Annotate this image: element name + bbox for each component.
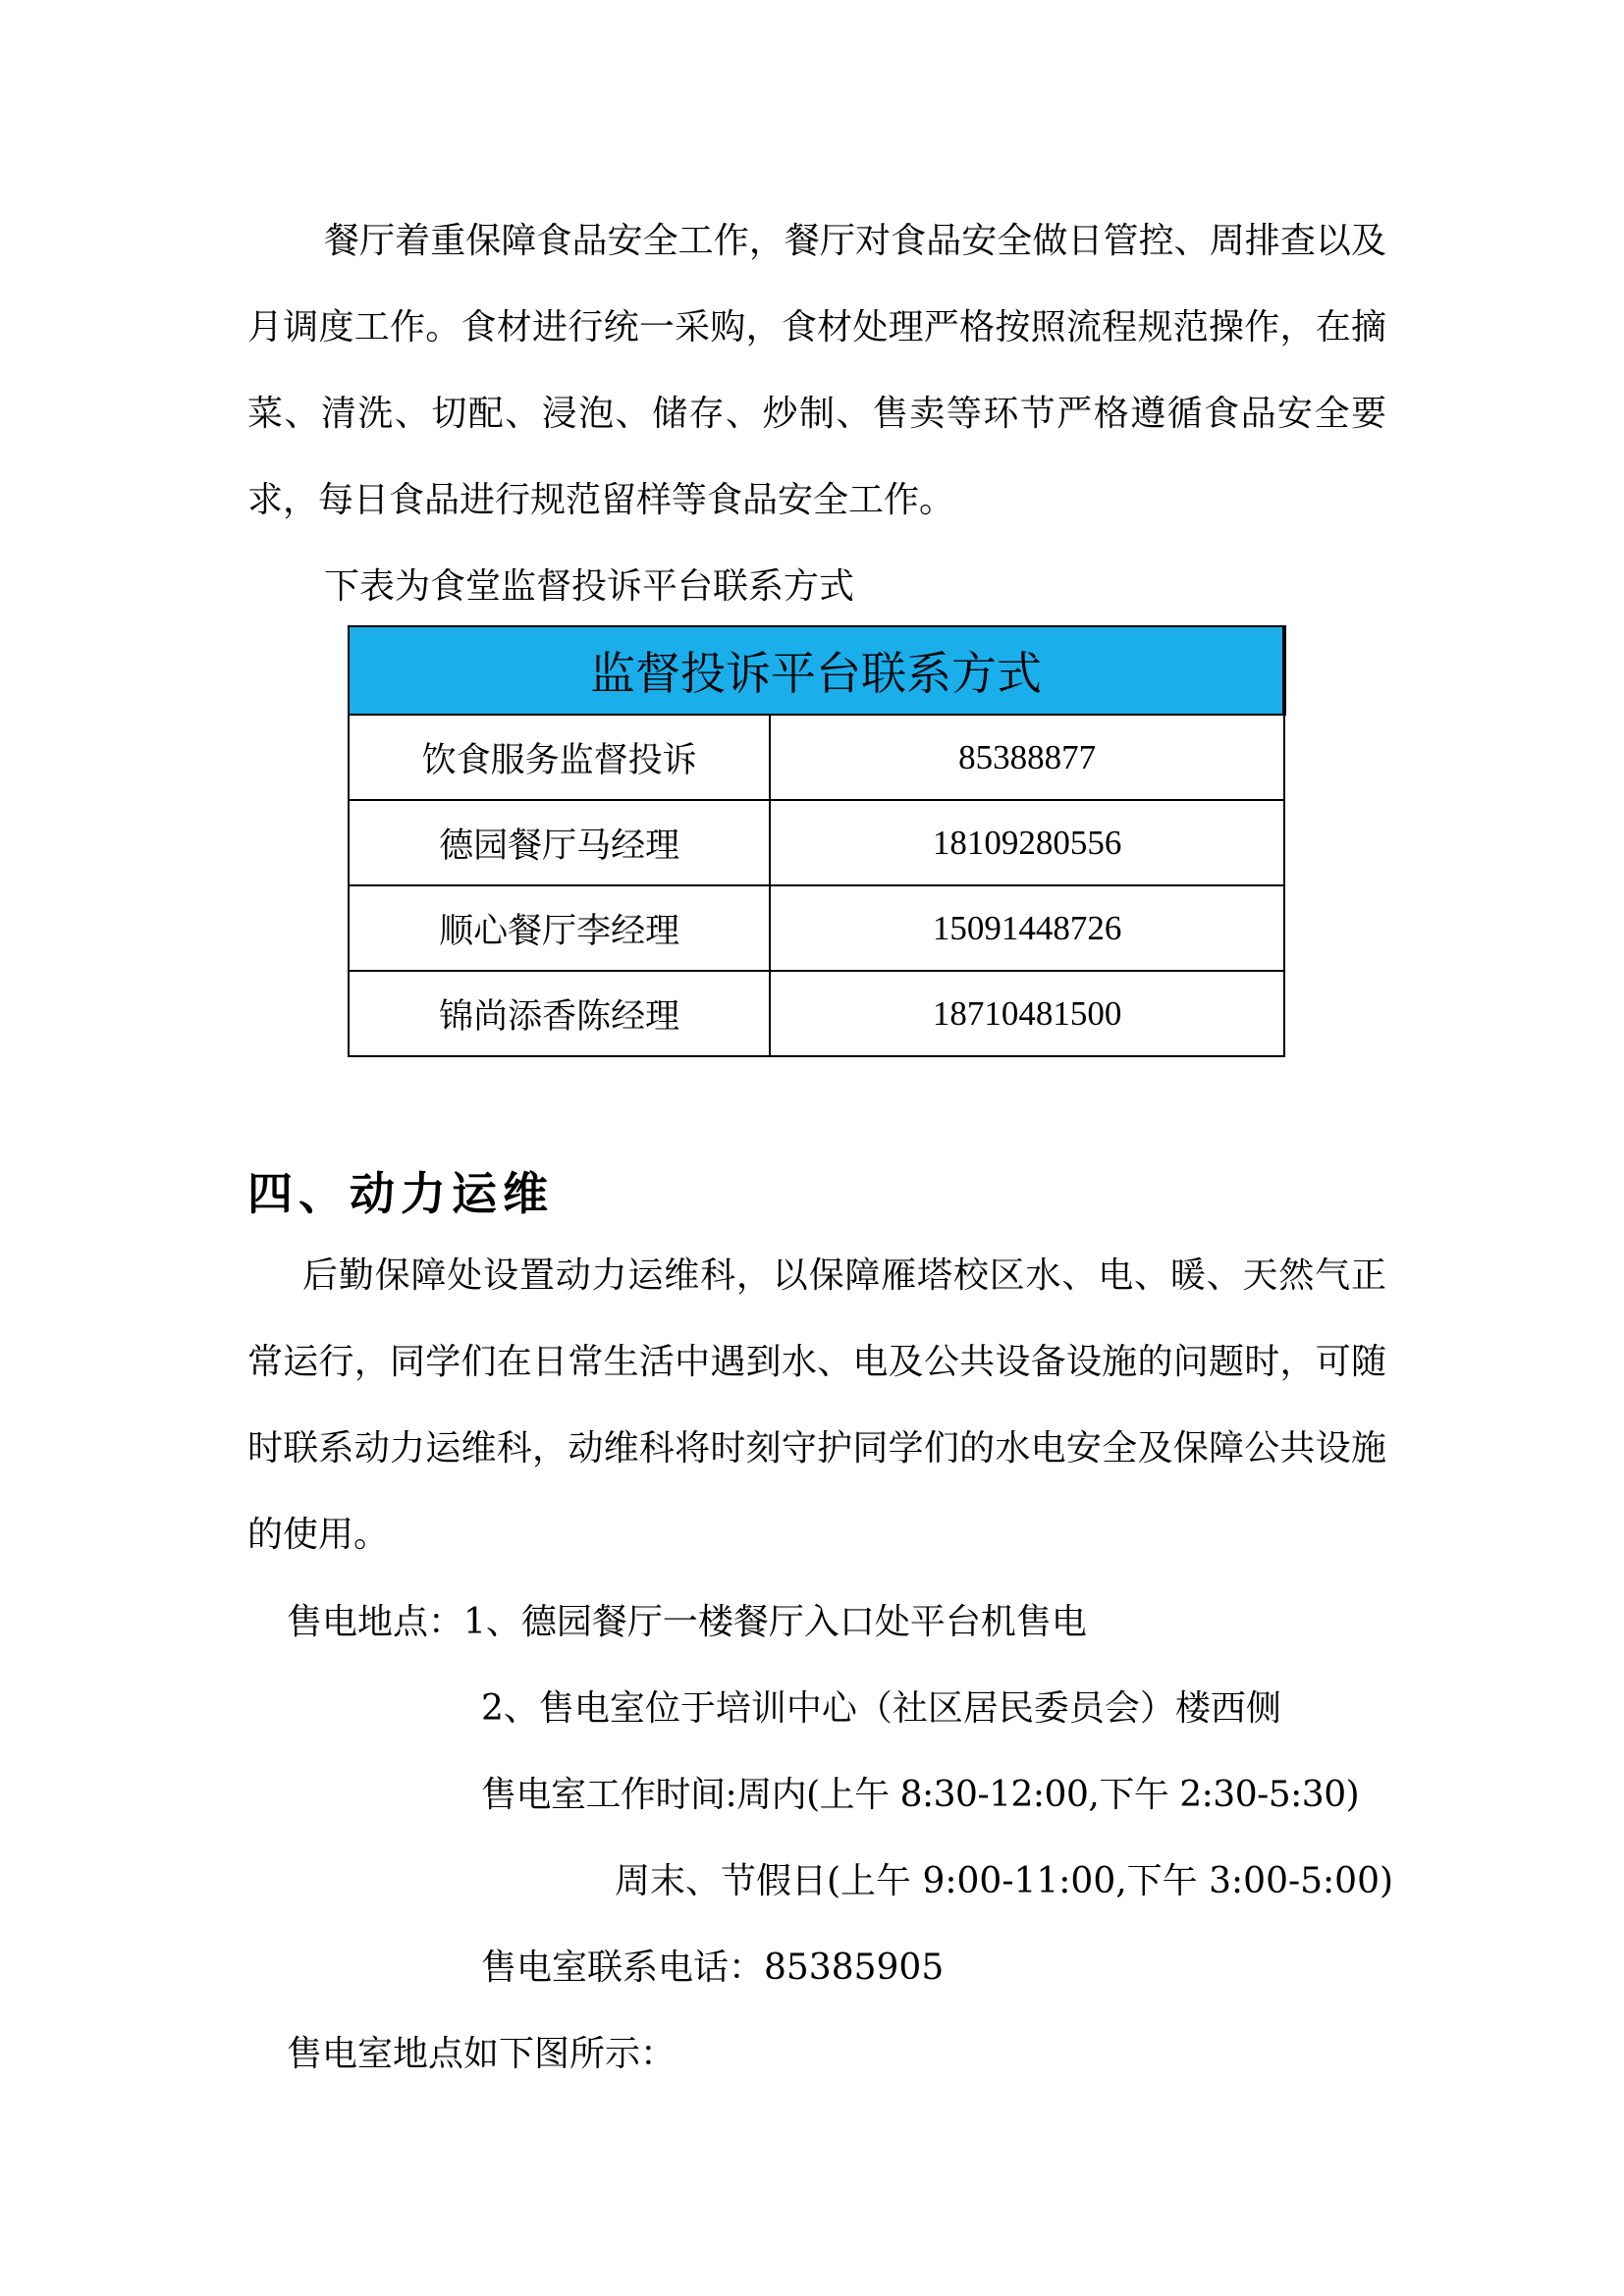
electricity-location-1: 售电地点：1、德园餐厅一楼餐厅入口处平台机售电 xyxy=(287,1602,1087,1642)
table-row xyxy=(349,971,1284,1056)
contact-name: 饮食服务监督投诉 xyxy=(349,715,770,800)
table-row xyxy=(349,885,1284,971)
contact-name: 德园餐厅马经理 xyxy=(349,800,770,885)
contact-phone: 18109280556 xyxy=(770,800,1284,885)
table-row xyxy=(349,800,1284,885)
contact-table xyxy=(348,625,1286,1057)
contact-table-title: 监督投诉平台联系方式 xyxy=(349,626,1284,715)
electricity-location-2: 2、售电室位于培训中心（社区居民委员会）楼西侧 xyxy=(481,1688,1281,1729)
maintenance-paragraph: 后勤保障处设置动力运维科，以保障雁塔校区水、电、暖、天然气正常运行，同学们在日常生活中遇到水、电及公共设备设施的问题时，可随时联系动力运维科，动维科将时刻守护同学们的水电安全及保障公共设施的使用。 xyxy=(247,1255,1386,1555)
contact-name: 顺心餐厅李经理 xyxy=(349,885,770,971)
electricity-hours-weekday: 售电室工作时间:周内(上午 8:30-12:00,下午 2:30-5:30) xyxy=(481,1775,1360,1815)
map-caption: 售电室地点如下图所示： xyxy=(287,2034,677,2074)
contact-phone: 85388877 xyxy=(770,715,1284,800)
contact-name: 锦尚添香陈经理 xyxy=(349,971,770,1056)
intro-paragraph: 餐厅着重保障食品安全工作，餐厅对食品安全做日管控、周排查以及月调度工作。食材进行统一采购，食材处理严格按照流程规范操作，在摘菜、清洗、切配、浸泡、储存、炒制、售卖等环节严格遵循食品安全要求，每日食品进行规范留样等食品安全工作。 xyxy=(247,221,1386,520)
table-row xyxy=(349,715,1284,800)
electricity-hours-weekend: 周末、节假日(上午 9:00-11:00,下午 3:00-5:00) xyxy=(615,1861,1394,1901)
contact-phone: 15091448726 xyxy=(770,885,1284,971)
contact-table-header-row xyxy=(349,626,1284,715)
section-heading: 四、动力运维 xyxy=(247,1167,554,1220)
electricity-phone: 售电室联系电话：85385905 xyxy=(481,1948,945,1988)
contact-phone: 18710481500 xyxy=(770,971,1284,1056)
table-caption: 下表为食堂监督投诉平台联系方式 xyxy=(324,566,855,607)
